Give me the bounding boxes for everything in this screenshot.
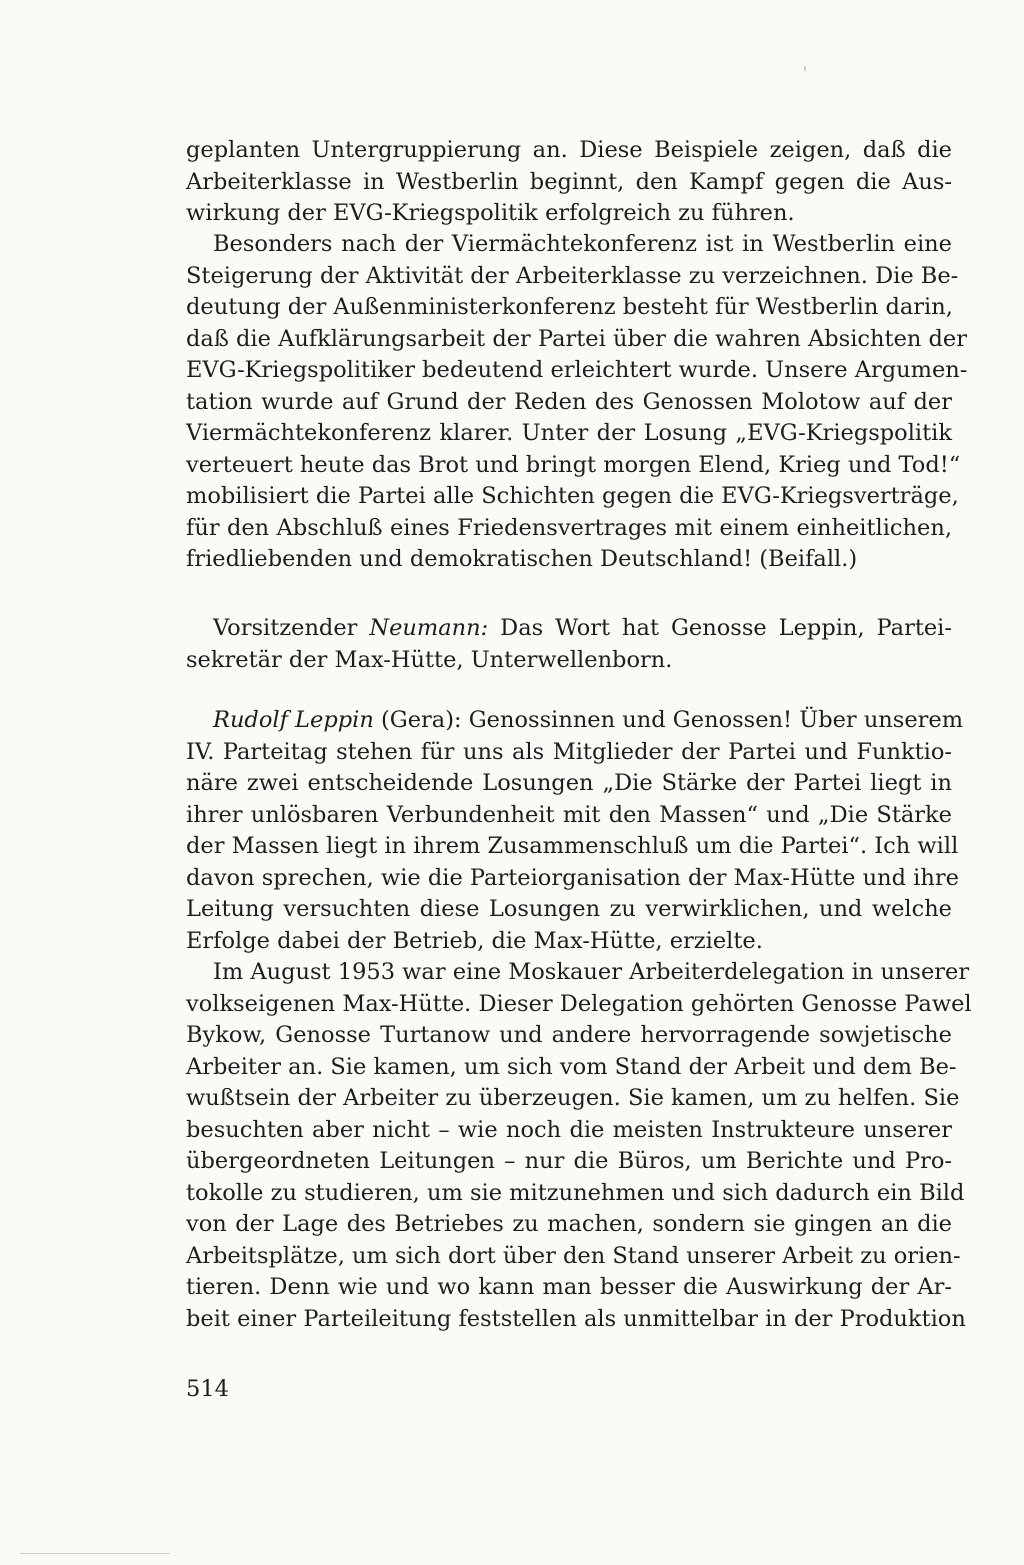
speaker-name: Rudolf Leppin xyxy=(213,707,374,733)
scan-edge-line xyxy=(20,1553,170,1554)
text-line: EVG-Kriegspolitiker bedeutend erleichtert wurde. Unsere Argumen- xyxy=(186,357,968,383)
text-line xyxy=(186,705,964,737)
text-line: mobilisiert die Partei alle Schichten gegen die EVG-Kriegsverträge, xyxy=(186,483,959,509)
speech-opening: (Gera): Genossinnen und Genossen! Über unserem xyxy=(373,707,964,733)
text-line: der Massen liegt in ihrem Zusammenschluß um die Partei“. Ich will xyxy=(186,833,959,859)
text-line: Besonders nach der Viermächtekonferenz ist in Westberlin eine xyxy=(213,231,952,257)
paragraph-continuation xyxy=(186,135,952,230)
text-line: übergeordneten Leitungen – nur die Büros, um Berichte und Pro- xyxy=(186,1148,952,1174)
scan-speck xyxy=(804,66,806,71)
text-line: besuchten aber nicht – wie noch die meisten Instrukteure unserer xyxy=(186,1116,952,1143)
text-line: friedliebenden und demokratischen Deutschland! (Beifall.) xyxy=(186,546,858,572)
text-line: davon sprechen, wie die Parteiorganisation der Max-Hütte und ihre xyxy=(186,864,959,891)
text-line: geplanten Untergruppierung an. Diese Beispiele zeigen, daß die xyxy=(186,137,952,163)
text-line: von der Lage des Betriebes zu machen, sondern sie gingen an die xyxy=(186,1211,952,1237)
text-line: Bykow, Genosse Turtanow und andere hervorragende sowjetische xyxy=(186,1022,952,1048)
text-line: daß die Aufklärungsarbeit der Partei über die wahren Absichten der xyxy=(186,325,967,352)
text-line: Steigerung der Aktivität der Arbeiterklasse zu verzeichnen. Die Be- xyxy=(186,262,959,289)
text-line: Arbeitsplätze, um sich dort über den Stand unserer Arbeit zu orien- xyxy=(186,1242,961,1269)
text-line: für den Abschluß eines Friedensvertrages mit einem einheitlichen, xyxy=(186,514,952,541)
paragraph-august-1953 xyxy=(186,957,972,1335)
text-line: verteuert heute das Brot und bringt morgen Elend, Krieg und Tod!“ xyxy=(186,451,961,478)
text-line: volkseigenen Max-Hütte. Dieser Delegation gehörten Genosse Pawel xyxy=(186,990,972,1017)
text-line: Viermächtekonferenz klarer. Unter der Losung „EVG-Kriegspolitik xyxy=(186,420,952,446)
text-line: Arbeiterklasse in Westberlin beginnt, den Kampf gegen die Aus- xyxy=(186,168,952,195)
text-line: tation wurde auf Grund der Reden des Genossen Molotow auf der xyxy=(186,388,952,415)
text-line: Erfolge dabei der Betrieb, die Max-Hütte, erzielte. xyxy=(186,927,763,954)
text-line: deutung der Außenministerkonferenz besteht für Westberlin darin, xyxy=(186,294,953,320)
chair-remark-text: Das Wort hat Genosse Leppin, Partei- xyxy=(488,615,952,641)
text-line: beit einer Parteileitung feststellen als unmittelbar in der Produktion xyxy=(186,1305,966,1332)
text-line: tieren. Denn wie und wo kann man besser die Auswirkung der Ar- xyxy=(186,1274,952,1300)
text-line: Arbeiter an. Sie kamen, um sich vom Stand der Arbeit und dem Be- xyxy=(186,1053,957,1080)
chair-name: Neumann: xyxy=(369,615,489,641)
chair-remark xyxy=(186,613,952,676)
text-line: näre zwei entscheidende Losungen „Die Stärke der Partei liegt in xyxy=(186,770,952,796)
text-line: wußtsein der Arbeiter zu überzeugen. Sie kamen, um zu helfen. Sie xyxy=(186,1085,960,1111)
text-line: sekretär der Max-Hütte, Unterwellenborn. xyxy=(186,646,673,673)
text-line: ihrer unlösbaren Verbundenheit mit den Massen“ und „Die Stärke xyxy=(186,801,952,828)
text-line: IV. Parteitag stehen für uns als Mitglieder der Partei und Funktio- xyxy=(186,738,952,765)
text-line: Leitung versuchten diese Losungen zu verwirklichen, und welche xyxy=(186,896,952,922)
paragraph-viermaechtekonferenz xyxy=(186,229,968,576)
text-line xyxy=(186,613,952,645)
text-line: wirkung der EVG-Kriegspolitik erfolgreich zu führen. xyxy=(186,200,795,226)
chair-title: Vorsitzender xyxy=(213,615,370,641)
page-number: 514 xyxy=(186,1376,229,1402)
text-line: tokolle zu studieren, um sie mitzunehmen und sich dadurch ein Bild xyxy=(186,1179,965,1206)
text-line: Im August 1953 war eine Moskauer Arbeiterdelegation in unserer xyxy=(213,959,970,985)
speech-intro xyxy=(186,705,964,957)
